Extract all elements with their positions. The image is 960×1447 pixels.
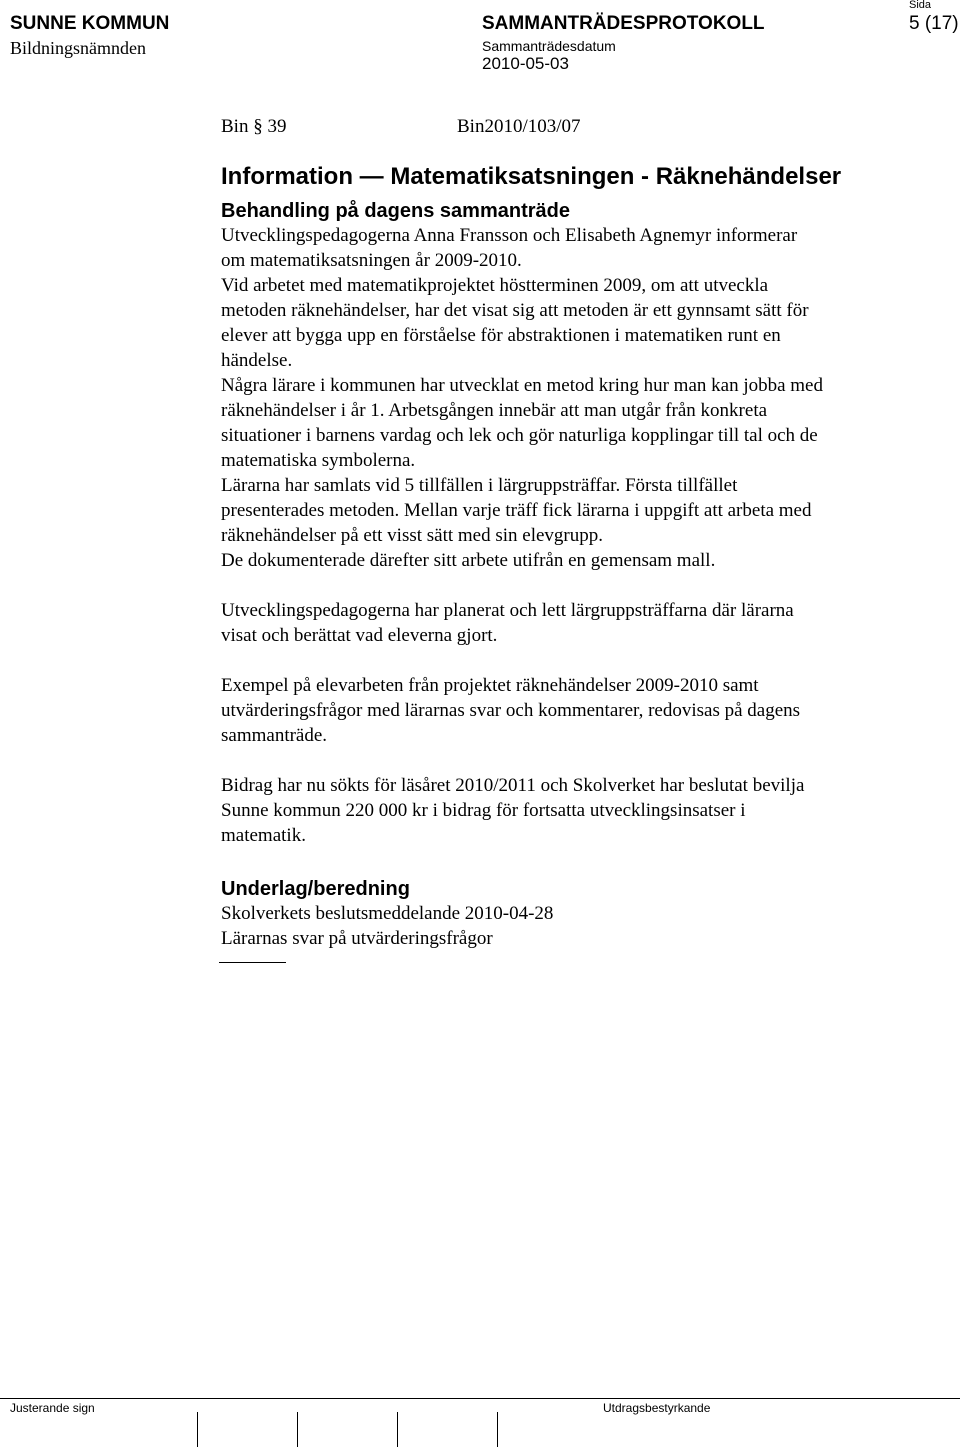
signature-label: Justerande sign	[10, 1401, 95, 1415]
end-rule	[219, 962, 286, 963]
item-number: Bin § 39	[221, 116, 287, 137]
item-reference	[221, 116, 921, 140]
footer	[0, 1398, 960, 1447]
signature-box-divider	[197, 1412, 198, 1447]
basis-list: Skolverkets beslutsmeddelande 2010-04-28 Lärarnas svar på utvärderingsfrågor	[221, 903, 554, 949]
document-type: SAMMANTRÄDESPROTOKOLL	[482, 13, 765, 34]
page-number: 5 (17)	[909, 13, 959, 34]
treatment-heading: Behandling på dagens sammanträde	[221, 200, 570, 222]
item-title: Information — Matematiksatsningen - Räknehändelser	[221, 163, 842, 190]
basis-heading: Underlag/beredning	[221, 878, 410, 900]
document-body	[221, 116, 921, 963]
paragraph-3: Exempel på elevarbeten från projektet räknehändelser 2009-2010 samt utvärderingsfrågor med lärarnas svar och kommentarer, redovisas på dagens sammanträde.	[221, 675, 801, 746]
meeting-date: 2010-05-03	[482, 54, 569, 73]
footer-divider	[0, 1398, 960, 1399]
extract-certification-label: Utdragsbestyrkande	[603, 1401, 711, 1415]
case-number: Bin2010/103/07	[457, 116, 581, 137]
paragraph-1: Utvecklingspedagogerna Anna Fransson och Elisabeth Agnemyr informerar om matematiksatsningen år 2009-2010. Vid arbetet med matematikprojektet höstterminen 2009, om att utveckla metoden räknehändelser, har det visat sig att metoden är ett gynnsamt sätt för elever att bygga upp en förståelse för abstraktionen i matematiken runt en händelse. Några lärare i kommunen har utvecklat en metod kring hur man kan jobba med räknehändelser i år 1. Arbetsgången innebär att man utgår från konkreta situationer i barnens vardag och lek och gör naturliga kopplingar till tal och de matematiska symbolerna. Lärarna har samlats vid 5 tillfällen i lärgruppsträffar. Första tillfället presenterades metoden. Mellan varje träff fick lärarna i uppgift att arbeta med räknehändelser på ett visst sätt med sin elevgrupp. De dokumenterade därefter sitt arbete utifrån en gemensam mall.	[221, 225, 823, 571]
committee-name: Bildningsnämnden	[10, 38, 146, 58]
signature-box-divider	[297, 1412, 298, 1447]
paragraph-4: Bidrag har nu sökts för läsåret 2010/2011 och Skolverket har beslutat bevilja Sunne kommun 220 000 kr i bidrag för fortsatta utvecklingsinsatser i matematik.	[221, 775, 805, 846]
meeting-date-label: Sammanträdesdatum	[482, 38, 616, 54]
signature-box-divider	[397, 1412, 398, 1447]
signature-box-divider	[497, 1412, 498, 1447]
organization-name: SUNNE KOMMUN	[10, 13, 170, 34]
paragraph-2: Utvecklingspedagogerna har planerat och lett lärgruppsträffarna där lärarna visat och berättat vad eleverna gjort.	[221, 600, 794, 646]
page-label: Sida	[909, 0, 932, 11]
